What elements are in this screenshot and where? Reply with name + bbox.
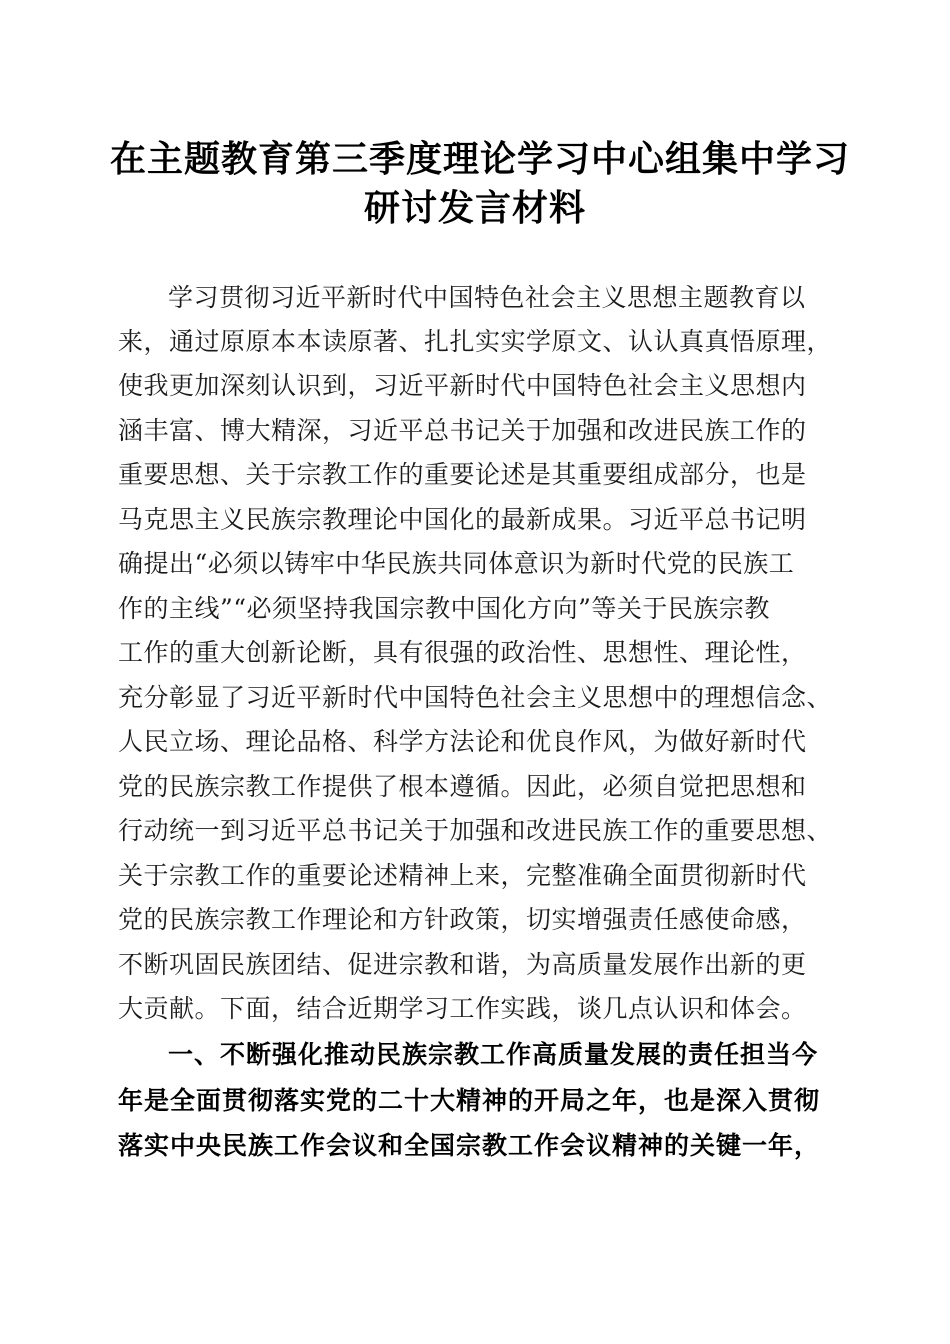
paragraph-line: 党的民族宗教工作提供了根本遵循。因此，必须自觉把思想和: [118, 772, 807, 801]
paragraph-line: 重要思想、关于宗教工作的重要论述是其重要组成部分，也是: [118, 460, 807, 489]
section-line: 年是全面贯彻落实党的二十大精神的开局之年，也是深入贯彻: [118, 1086, 821, 1115]
paragraph-line: 马克思主义民族宗教理论中国化的最新成果。习近平总书记明: [118, 505, 807, 534]
paragraph-line: 党的民族宗教工作理论和方针政策，切实增强责任感使命感，: [118, 905, 807, 934]
paragraph-line: 确提出“必须以铸牢中华民族共同体意识为新时代党的民族工: [118, 549, 795, 578]
paragraph-line: 工作的重大创新论断，具有很强的政治性、思想性、理论性，: [118, 638, 807, 667]
paragraph-line: 作的主线”“必须坚持我国宗教中国化方向”等关于民族宗教: [118, 594, 770, 623]
document-title-line-2: 研讨发言材料: [363, 187, 586, 229]
paragraph-line: 不断巩固民族团结、促进宗教和谐，为高质量发展作出新的更: [118, 950, 807, 979]
paragraph-line: 涵丰富、博大精深，习近平总书记关于加强和改进民族工作的: [118, 416, 807, 445]
section-line: 落实中央民族工作会议和全国宗教工作会议精神的关键一年，: [118, 1131, 821, 1160]
paragraph-line: 人民立场、理论品格、科学方法论和优良作风，为做好新时代: [118, 727, 807, 756]
paragraph-line: 大贡献。下面，结合近期学习工作实践，谈几点认识和体会。: [118, 994, 807, 1023]
document-title-line-1: 在主题教育第三季度理论学习中心组集中学习: [110, 138, 851, 180]
paragraph-line: 来，通过原原本本读原著、扎扎实实学原文、认认真真悟原理，: [118, 327, 833, 356]
section-heading-line: 一、不断强化推动民族宗教工作高质量发展的责任担当今: [168, 1040, 819, 1069]
paragraph-line: 关于宗教工作的重要论述精神上来，完整准确全面贯彻新时代: [118, 861, 807, 890]
paragraph-line: 使我更加深刻认识到，习近平新时代中国特色社会主义思想内: [118, 371, 807, 400]
paragraph-line: 行动统一到习近平总书记关于加强和改进民族工作的重要思想、: [118, 816, 833, 845]
paragraph-line: 充分彰显了习近平新时代中国特色社会主义思想中的理想信念、: [118, 683, 833, 712]
paragraph-line: 学习贯彻习近平新时代中国特色社会主义思想主题教育以: [168, 283, 806, 312]
